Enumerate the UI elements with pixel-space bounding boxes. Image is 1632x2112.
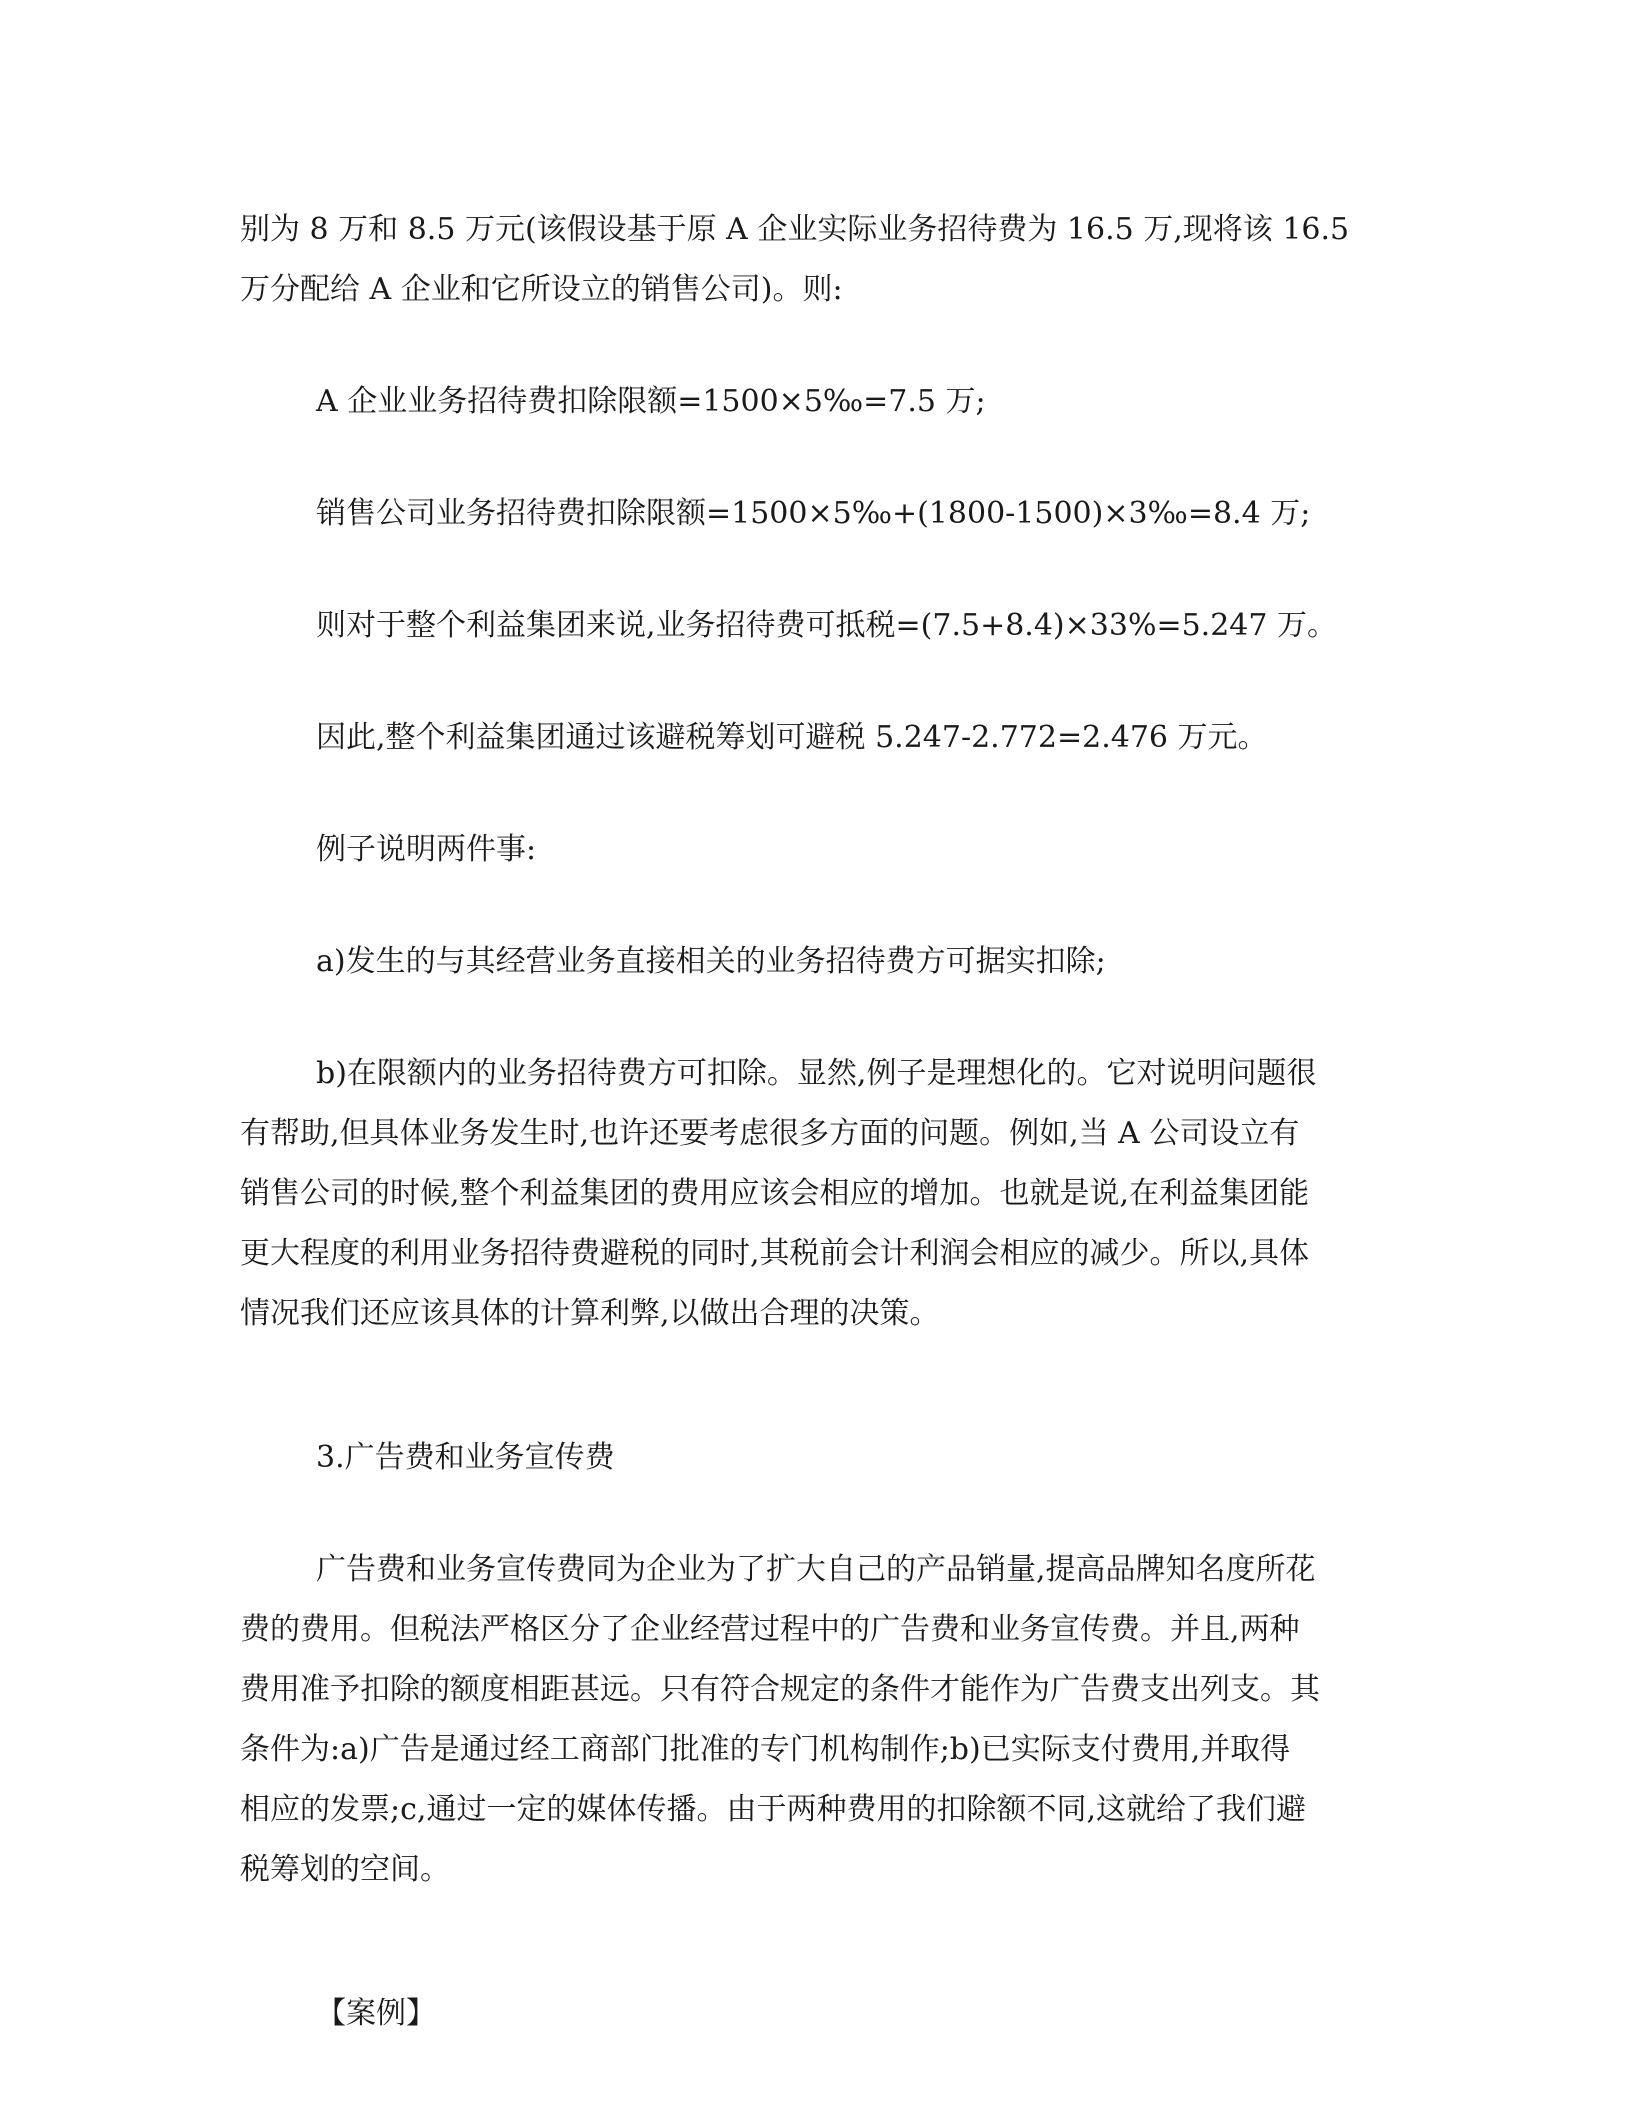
ad-paragraph-line: 费用准予扣除的额度相距甚远。只有符合规定的条件才能作为广告费支出列支。其: [240, 1672, 1320, 1707]
point-a: a)发生的与其经营业务直接相关的业务招待费方可据实扣除;: [316, 944, 1106, 979]
document-page: [240, 200, 1380, 2044]
ad-paragraph-line: 条件为:a)广告是通过经工商部门批准的专门机构制作;b)已实际支付费用,并取得: [240, 1732, 1291, 1767]
point-b-line: 更大程度的利用业务招待费避税的同时,其税前会计利润会相应的减少。所以,具体: [240, 1236, 1310, 1271]
point-b-line: b)在限额内的业务招待费方可扣除。显然,例子是理想化的。它对说明问题很: [316, 1056, 1317, 1091]
ad-paragraph-line: 相应的发票;c,通过一定的媒体传播。由于两种费用的扣除额不同,这就给了我们避: [240, 1792, 1306, 1827]
case-label: 【案例】: [316, 1996, 436, 2031]
paragraph-line: 万分配给 A 企业和它所设立的销售公司)。则:: [240, 272, 843, 307]
ad-paragraph-line: 税筹划的空间。: [240, 1852, 450, 1887]
conclusion-line: 因此,整个利益集团通过该避税筹划可避税 5.247-2.772=2.476 万元。: [316, 720, 1268, 755]
ad-paragraph-line: 费的费用。但税法严格区分了企业经营过程中的广告费和业务宣传费。并且,两种: [240, 1612, 1300, 1647]
paragraph-line: 别为 8 万和 8.5 万元(该假设基于原 A 企业实际业务招待费为 16.5 万,现将该 16.5: [240, 212, 1350, 247]
formula-group-total: 则对于整个利益集团来说,业务招待费可抵税=(7.5+8.4)×33%=5.247 万。: [316, 608, 1338, 643]
example-intro: 例子说明两件事:: [316, 832, 537, 867]
ad-paragraph-line: 广告费和业务宣传费同为企业为了扩大自己的产品销量,提高品牌知名度所花: [316, 1552, 1316, 1587]
formula-sales-company: 销售公司业务招待费扣除限额=1500×5‰+(1800-1500)×3‰=8.4 万;: [316, 496, 1311, 531]
formula-a-enterprise: A 企业业务招待费扣除限额=1500×5‰=7.5 万;: [316, 384, 986, 419]
point-b-line: 有帮助,但具体业务发生时,也许还要考虑很多方面的问题。例如,当 A 公司设立有: [240, 1116, 1300, 1151]
point-b-line: 销售公司的时候,整个利益集团的费用应该会相应的增加。也就是说,在利益集团能: [240, 1176, 1310, 1211]
section-heading: 3.广告费和业务宣传费: [316, 1440, 615, 1475]
point-b-line: 情况我们还应该具体的计算利弊,以做出合理的决策。: [240, 1296, 940, 1331]
